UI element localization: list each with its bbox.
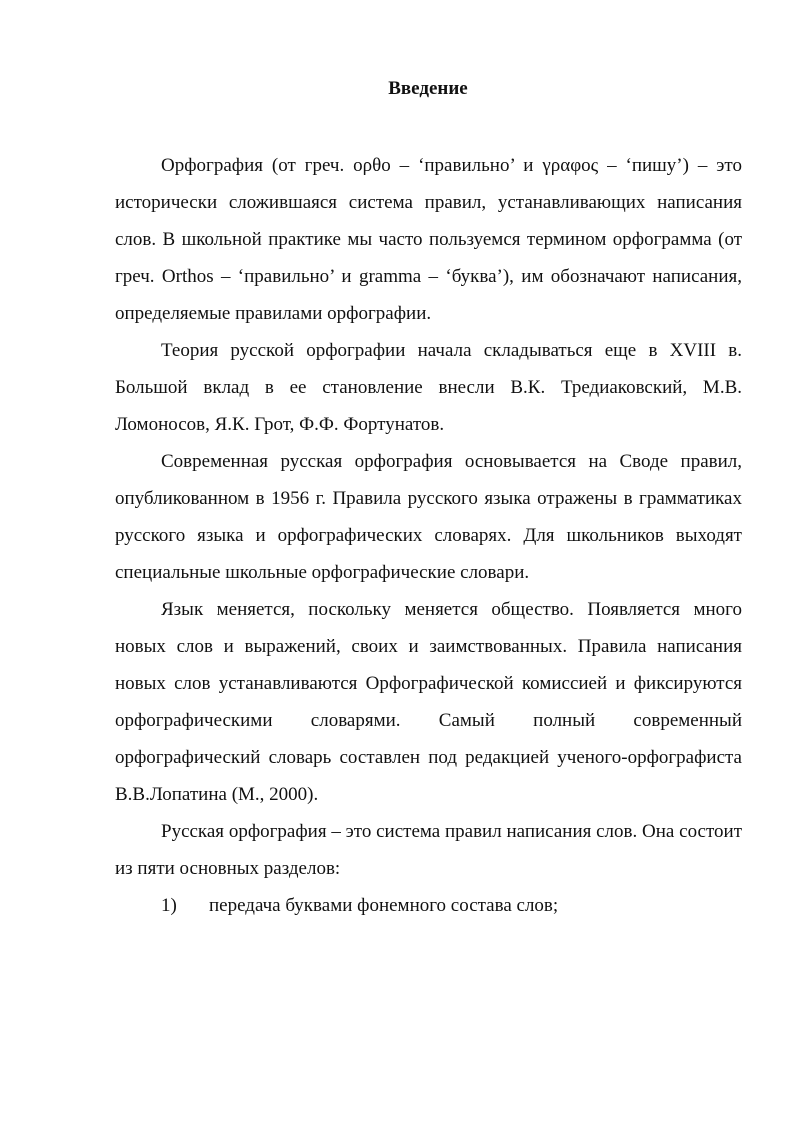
paragraph-orthography-sections: Русская орфография – это система правил написания слов. Она состоит из пяти основных разделов:	[115, 821, 742, 879]
paragraph-orthography-theory: Теория русской орфографии начала складываться еще в XVIII в. Большой вклад в ее становление внесли В.К. Тредиаковский, М.В. Ломоносов, Я.К. Грот, Ф.Ф. Фортунатов.	[115, 340, 742, 435]
list-item	[115, 887, 742, 924]
document-body	[115, 147, 742, 924]
paragraph-language-change: Язык меняется, поскольку меняется общество. Появляется много новых слов и выражений, своих и заимствованных. Правила написания новых слов устанавливаются Орфографической комиссией и фиксируются орфографическими словарями. Самый полный современный орфографический словарь составлен под редакцией ученого-орфографиста В.В.Лопатина (М., 2000).	[115, 599, 742, 805]
list-item-text: передача буквами фонемного состава слов;	[209, 895, 559, 916]
paragraph-modern-orthography: Современная русская орфография основывается на Своде правил, опубликованном в 1956 г. Правила русского языка отражены в грамматиках русского языка и орфографических словарях. Для школьников выходят специальные школьные орфографические словари.	[115, 451, 742, 583]
paragraph-orthography-definition: Орфография (от греч. ορθο – ‘правильно’ и γραφος – ‘пишу’) – это исторически сложившаяся система правил, устанавливающих написания слов. В школьной практике мы часто пользуемся термином орфограмма (от греч. Orthos – ‘правильно’ и gramma – ‘буква’), им обозначают написания, определяемые правилами орфографии.	[115, 155, 742, 324]
page-title: Введение	[388, 78, 468, 99]
list-item-number: 1)	[161, 895, 177, 916]
